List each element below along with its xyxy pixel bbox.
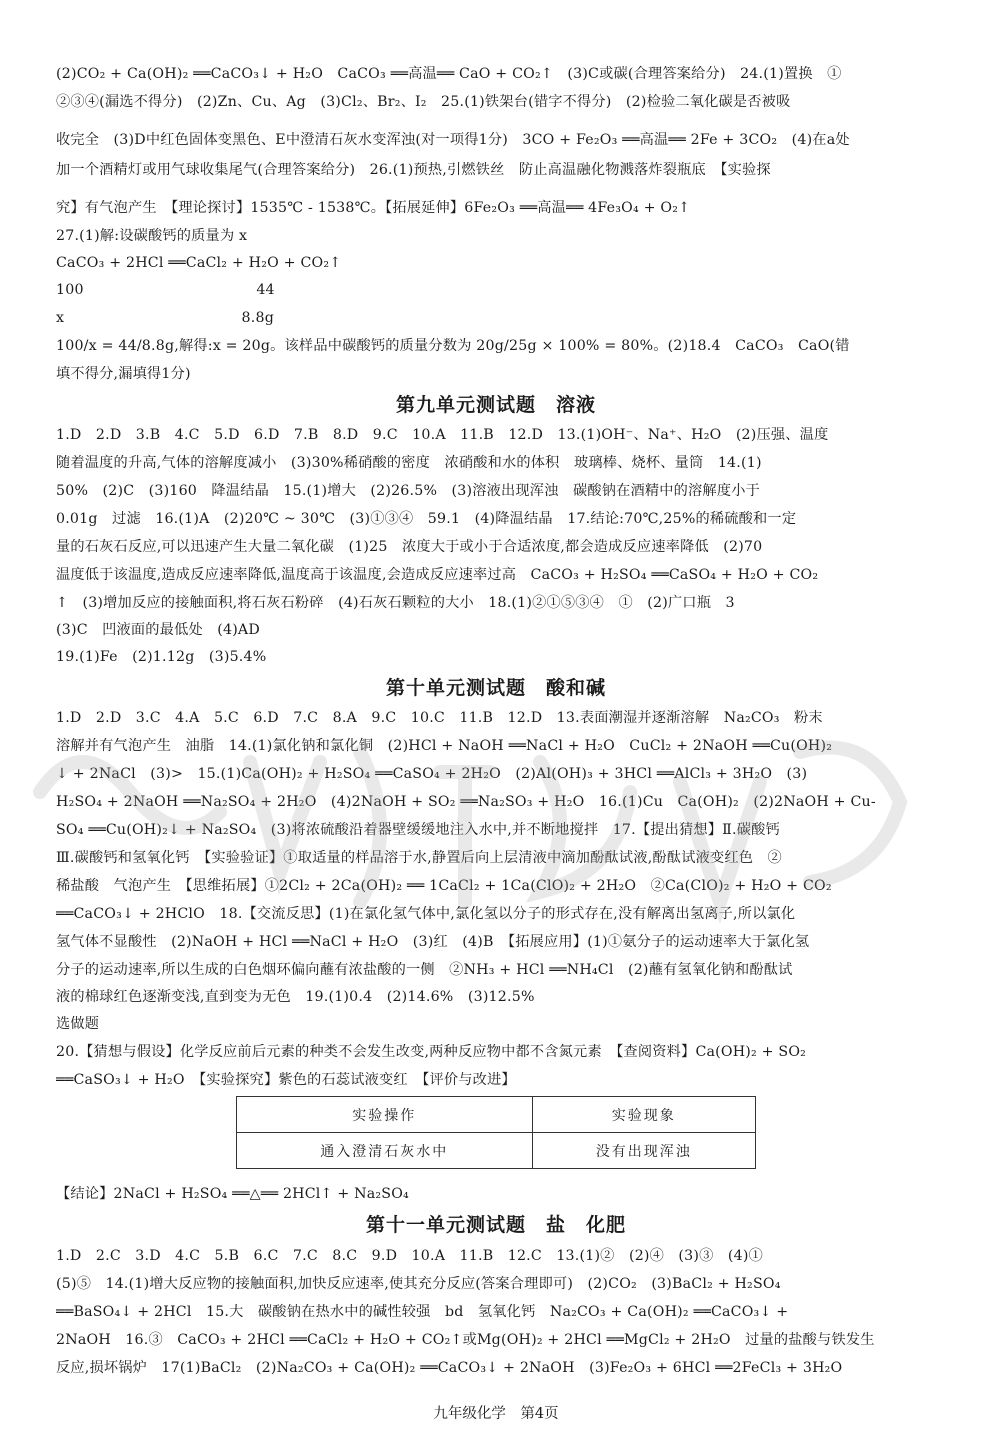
answer-line: 收完全 (3)D中红色固体变黑色、E中澄清石灰水变浑浊(对一项得1分) 3CO + Fe₂O₃ ══高温══ 2Fe + 3CO₂ (4)在a处 bbox=[56, 132, 850, 148]
ratio-line: 100 44 bbox=[56, 282, 275, 298]
page-footer: 九年级化学 第4页 bbox=[433, 1406, 559, 1422]
answer-line: 温度低于该温度,造成反应速率降低,温度高于该温度,会造成反应速率过高 CaCO₃ + H₂SO₄ ══CaSO₄ + H₂O + CO₂ bbox=[56, 567, 819, 583]
answer-line: ══CaSO₃↓ + H₂O 【实验探究】紫色的石蕊试液变红 【评价与改进】 bbox=[56, 1072, 516, 1088]
answer-line: 量的石灰石反应,可以迅速产生大量二氧化碳 (1)25 浓度大于或小于合适浓度,都会造成反应速率降低 (2)70 bbox=[56, 539, 763, 555]
answer-line: ══CaCO₃↓ + 2HClO 18.【交流反思】(1)在氯化氢气体中,氯化氢以分子的形式存在,没有解离出氢离子,所以氯化 bbox=[56, 906, 796, 922]
answer-line: 2NaOH 16.③ CaCO₃ + 2HCl ══CaCl₂ + H₂O + CO₂↑或Mg(OH)₂ + 2HCl ══MgCl₂ + 2H₂O 过量的盐酸与铁发生 bbox=[56, 1332, 875, 1348]
answer-line: 溶解并有气泡产生 油脂 14.(1)氯化钠和氯化铜 (2)HCl + NaOH ══NaCl + H₂O CuCl₂ + 2NaOH ══Cu(OH)₂ bbox=[56, 738, 833, 754]
answer-line: 反应,损坏锅炉 17(1)BaCl₂ (2)Na₂CO₃ + Ca(OH)₂ ══CaCO₃↓ + 2NaOH (3)Fe₂O₃ + 6HCl ══2FeCl₃ + 3H₂O bbox=[56, 1360, 843, 1376]
answer-line: 液的棉球红色逐渐变浅,直到变为无色 19.(1)0.4 (2)14.6% (3)12.5% bbox=[56, 989, 535, 1005]
answer-line: (5)⑤ 14.(1)增大反应物的接触面积,加快反应速率,使其充分反应(答案合理即可) (2)CO₂ (3)BaCl₂ + H₂SO₄ bbox=[56, 1276, 781, 1292]
answer-line: (2)CO₂ + Ca(OH)₂ ══CaCO₃↓ + H₂O CaCO₃ ══高温══ CaO + CO₂↑ (3)C或碳(合理答案给分) 24.(1)置换 ① bbox=[56, 66, 842, 82]
answer-line: 1.D 2.C 3.D 4.C 5.B 6.C 7.C 8.C 9.D 10.A 11.B 12.C 13.(1)② (2)④ (3)③ (4)① bbox=[56, 1248, 763, 1264]
unit-9-heading: 第九单元测试题 溶液 bbox=[395, 394, 596, 416]
answer-line: 1.D 2.D 3.C 4.A 5.C 6.D 7.C 8.A 9.C 10.C 11.B 12.D 13.表面潮湿并逐渐溶解 Na₂CO₃ 粉末 bbox=[56, 710, 823, 726]
answer-line: SO₄ ══Cu(OH)₂↓ + Na₂SO₄ (3)将浓硫酸沿着器壁缓缓地注入水中,并不断地搅拌 17.【提出猜想】Ⅱ.碳酸钙 bbox=[56, 822, 780, 838]
answer-line: ↓ + 2NaCl (3)> 15.(1)Ca(OH)₂ + H₂SO₄ ══CaSO₄ + 2H₂O (2)Al(OH)₃ + 3HCl ══AlCl₃ + 3H₂O (3) bbox=[56, 766, 808, 782]
answer-line: 0.01g 过滤 16.(1)A (2)20℃ ~ 30℃ (3)①③④ 59.1 (4)降温结晶 17.结论:70℃,25%的稀硫酸和一定 bbox=[56, 511, 797, 527]
answer-line: 氢气体不显酸性 (2)NaOH + HCl ══NaCl + H₂O (3)红 (4)B 【拓展应用】(1)①氨分子的运动速率大于氯化氢 bbox=[56, 934, 810, 950]
table-row bbox=[237, 1133, 756, 1169]
answer-line: 加一个酒精灯或用气球收集尾气(合理答案给分) 26.(1)预热,引燃铁丝 防止高温融化物溅落炸裂瓶底 【实验探 bbox=[56, 162, 771, 178]
answer-line: 填不得分,漏填得1分) bbox=[56, 366, 191, 382]
answer-line: 稀盐酸 气泡产生 【思维拓展】①2Cl₂ + 2Ca(OH)₂ ══ 1CaCl₂ + 1Ca(ClO)₂ + 2H₂O ②Ca(ClO)₂ + H₂O + CO₂ bbox=[56, 878, 832, 894]
optional-label: 选做题 bbox=[56, 1016, 100, 1032]
answer-line: 20.【猜想与假设】化学反应前后元素的种类不会发生改变,两种反应物中都不含氮元素 【查阅资料】Ca(OH)₂ + SO₂ bbox=[56, 1044, 807, 1060]
answer-line: ↑ (3)增加反应的接触面积,将石灰石粉碎 (4)石灰石颗粒的大小 18.(1)②①⑤③④ ① (2)广口瓶 3 bbox=[56, 595, 735, 611]
answer-line: 50% (2)C (3)160 降温结晶 15.(1)增大 (2)26.5% (3)溶液出现浑浊 碳酸钠在酒精中的溶解度小于 bbox=[56, 483, 760, 499]
ratio-line: x 8.8g bbox=[56, 310, 275, 326]
unit-11-heading: 第十一单元测试题 盐 化肥 bbox=[365, 1214, 626, 1236]
table-header: 实验操作 bbox=[237, 1097, 533, 1133]
table-header-row bbox=[237, 1097, 756, 1133]
answer-line: ②③④(漏选不得分) (2)Zn、Cu、Ag (3)Cl₂、Br₂、I₂ 25.(1)铁架台(错字不得分) (2)检验二氧化碳是否被吸 bbox=[56, 94, 791, 110]
table-header: 实验现象 bbox=[532, 1097, 755, 1133]
answer-line: ══BaSO₄↓ + 2HCl 15.大 碳酸钠在热水中的碱性较强 bd 氢氧化钙 Na₂CO₃ + Ca(OH)₂ ══CaCO₃↓ + bbox=[56, 1304, 789, 1320]
answer-line: 100/x = 44/8.8g,解得:x = 20g。该样品中碳酸钙的质量分数为 20g/25g × 100% = 80%。(2)18.4 CaCO₃ CaO(错 bbox=[56, 338, 850, 354]
table-cell: 通入澄清石灰水中 bbox=[237, 1133, 533, 1169]
table-cell: 没有出现浑浊 bbox=[532, 1133, 755, 1169]
conclusion-line: 【结论】2NaCl + H₂SO₄ ══△══ 2HCl↑ + Na₂SO₄ bbox=[56, 1186, 409, 1202]
answer-line: (3)C 凹液面的最低处 (4)AD bbox=[56, 622, 260, 638]
answer-line: H₂SO₄ + 2NaOH ══Na₂SO₄ + 2H₂O (4)2NaOH + SO₂ ══Na₂SO₃ + H₂O 16.(1)Cu Ca(OH)₂ (2)2NaOH + Cu- bbox=[56, 794, 876, 810]
answer-line: Ⅲ.碳酸钙和氢氧化钙 【实验验证】①取适量的样品溶于水,静置后向上层清液中滴加酚酞试液,酚酞试液变红色 ② bbox=[56, 850, 782, 866]
answer-line: 分子的运动速率,所以生成的白色烟环偏向蘸有浓盐酸的一侧 ②NH₃ + HCl ══NH₄Cl (2)蘸有氢氧化钠和酚酞试 bbox=[56, 962, 793, 978]
experiment-table bbox=[236, 1096, 756, 1169]
answer-line: 究】有气泡产生 【理论探讨】1535℃ - 1538℃。【拓展延伸】6Fe₂O₃ ══高温══ 4Fe₃O₄ + O₂↑ bbox=[56, 200, 691, 216]
equation-line: CaCO₃ + 2HCl ══CaCl₂ + H₂O + CO₂↑ bbox=[56, 255, 342, 271]
answer-line: 27.(1)解:设碳酸钙的质量为 x bbox=[56, 228, 248, 244]
answer-line: 随着温度的升高,气体的溶解度减小 (3)30%稀硝酸的密度 浓硝酸和水的体积 玻璃棒、烧杯、量筒 14.(1) bbox=[56, 455, 762, 471]
answer-line: 1.D 2.D 3.B 4.C 5.D 6.D 7.B 8.D 9.C 10.A 11.B 12.D 13.(1)OH⁻、Na⁺、H₂O (2)压强、温度 bbox=[56, 427, 829, 443]
answer-line: 19.(1)Fe (2)1.12g (3)5.4% bbox=[56, 649, 267, 665]
unit-10-heading: 第十单元测试题 酸和碱 bbox=[385, 677, 606, 699]
